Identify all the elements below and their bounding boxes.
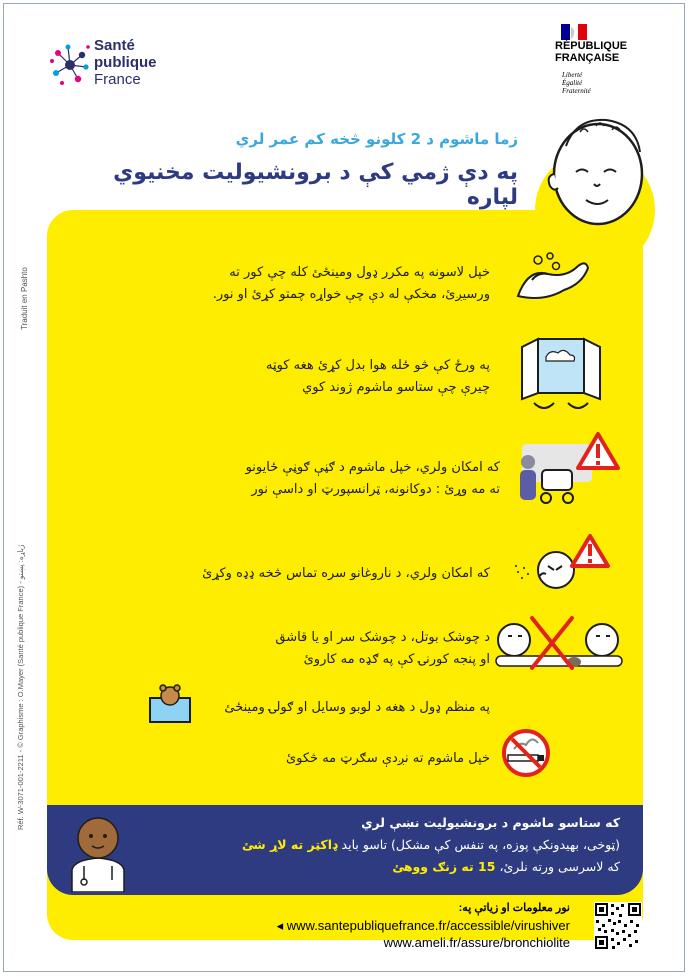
baby-face-icon xyxy=(540,112,652,230)
tip-line: چیرې چې ستاسو ماشوم ژوند کوي xyxy=(302,380,490,395)
tip-line: ورسیږئ، مخکې له دې چې خواړه چمتو کړئ او نور. xyxy=(212,287,490,302)
rf-motto1: Liberté xyxy=(562,71,583,79)
spf-name-line2: publique xyxy=(94,54,157,71)
rf-line2: FRANÇAISE xyxy=(555,52,620,64)
link-santepublique-text[interactable]: www.santepubliquefrance.fr/accessible/virushiver xyxy=(286,918,570,933)
banner-line3-text: که لاسرسی ورته نلرئ، xyxy=(499,859,620,874)
tip-line: که امکان ولري، د ناروغانو سره تماس څخه ډډه وکړئ xyxy=(202,566,490,581)
tip-line: په ورځ کې څو ځله هوا بدل کړئ هغه کوټه xyxy=(265,358,490,373)
tip-line: که امکان ولري، خپل ماشوم د ګڼې ګوڼې ځایونو xyxy=(245,460,500,475)
open-window-icon xyxy=(516,335,606,415)
qr-code[interactable] xyxy=(594,902,642,950)
tip-line: خپل لاسونه په مکرر ډول ومینځئ کله چې کور ته xyxy=(229,265,490,280)
spf-name-line1: Santé xyxy=(94,37,135,54)
no-smoking-icon xyxy=(500,727,552,779)
banner-line3-highlight: 15 ته زنګ ووهئ xyxy=(392,859,496,874)
tip-avoid-sick xyxy=(70,563,490,585)
sneezing-icon xyxy=(512,530,612,596)
banner-line2-text: (ټوخی، بهیدونکې پوزه، په تنفس کې مشکل) تاسو باید xyxy=(341,837,620,852)
tip-handwashing xyxy=(70,262,490,306)
tip-no-sharing xyxy=(70,627,490,671)
shared-pacifier-crossed-icon xyxy=(494,610,624,680)
tip-no-smoking xyxy=(70,748,490,770)
sante-publique-france-logo xyxy=(48,35,188,97)
crowd-stroller-icon xyxy=(512,430,622,512)
poster-subtitle: زما ماشوم د 2 کلونو څخه کم عمر لري xyxy=(235,130,518,148)
link-santepublique[interactable]: www.santepubliquefrance.fr/accessible/virushiver ◂ xyxy=(276,918,570,933)
more-info-block xyxy=(250,900,570,951)
banner-text xyxy=(140,812,620,878)
poster-title: په دې ژمي کې د برونشیولیت مخنیوي لپاره xyxy=(113,160,518,210)
banner-line1: که ستاسو ماشوم د برونشیولیت نښې لري xyxy=(361,815,620,830)
banner-line2-highlight: ډاکټر ته لاړ شئ xyxy=(241,837,338,852)
banner-line3 xyxy=(140,856,620,878)
credits-note: Réf. W-3071-001-2211 - © Graphisme : O.Mayer (Santé publique France) - ژباړه: پښتو xyxy=(16,544,25,830)
tip-wash-toys xyxy=(70,697,490,719)
rf-motto3: Fraternité xyxy=(562,87,591,95)
rf-line1: RÉPUBLIQUE xyxy=(555,40,628,52)
network-dots-icon xyxy=(48,35,92,97)
more-info-label: نور معلومات او زیاتې په: xyxy=(458,902,570,914)
rf-motto2: Égalité xyxy=(562,79,583,87)
tip-line: ته مه وړئ : دوکانونه، ټرانسپورټ او داسې نور xyxy=(251,482,500,497)
link-ameli[interactable]: www.ameli.fr/assure/bronchiolite xyxy=(383,935,570,950)
handwashing-icon xyxy=(512,250,592,310)
marianne-flag-icon xyxy=(561,24,587,40)
toy-basin-icon xyxy=(146,682,194,724)
republique-francaise-logo xyxy=(555,24,655,100)
tip-ventilation xyxy=(70,355,490,399)
spf-name-line3: France xyxy=(94,71,141,88)
banner-line2 xyxy=(140,834,620,856)
tip-crowds xyxy=(70,457,500,501)
doctor-icon xyxy=(66,812,130,892)
tip-line: په منظم ډول د هغه د لوبو وسایل او ګولۍ ومینځئ xyxy=(224,700,490,715)
tip-line: د چوشک بوتل، د چوشک سر او یا قاشق xyxy=(275,630,490,645)
tip-line: خپل ماشوم ته نږدې سګرټ مه څکوئ xyxy=(285,751,490,766)
translated-note: Traduit en Pashto xyxy=(20,267,29,330)
tip-line: او پنجه کورنۍ کې په ګډه مه کاروئ xyxy=(303,652,490,667)
